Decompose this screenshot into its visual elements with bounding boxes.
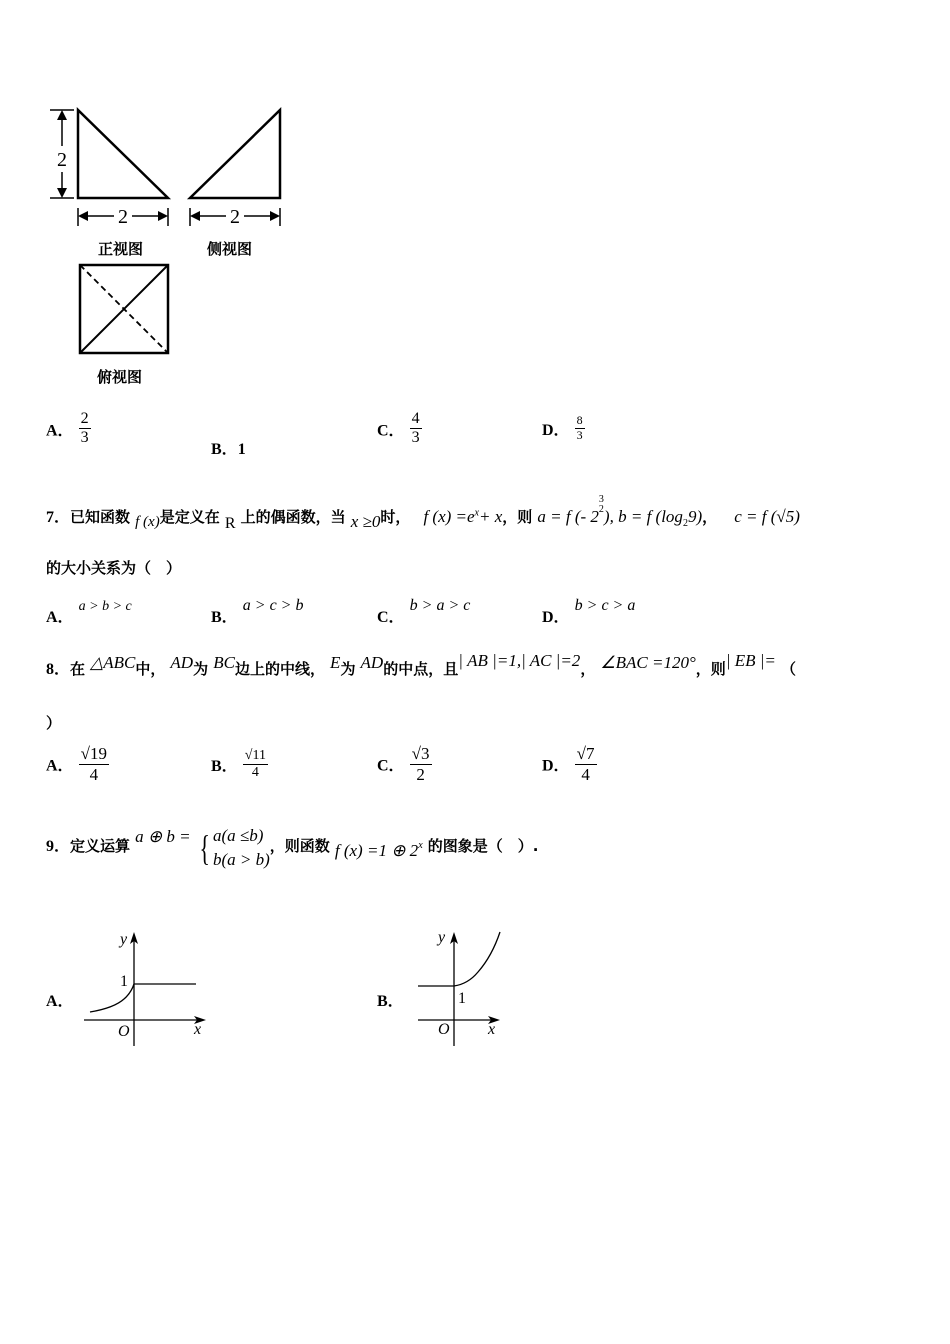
q8-option-c: C． $\frac{√3}{2}$ [377, 744, 430, 784]
graph-b-one: 1 [458, 990, 466, 1007]
q7-stem: 7．已知函数 f (x)是定义在 R 上的偶函数，当 x ≥0时， f $(x) =e^x+ x$，则 a = f (- 2 3 2 ), b = f $(\log_29)$， c = f (√5) [46, 494, 800, 532]
q7-option-b: B． a > c > b [211, 597, 304, 626]
q7-stem-line2: 的大小关系为（ ） [46, 559, 182, 577]
q9-graph-b [414, 924, 510, 1049]
graph-a-one: 1 [120, 973, 128, 990]
q9-stem: 9．定义运算 a ⊕ b = { a(a ≤b) b(a > b) ，则函数 f (x) =1 ⊕ 2$^x$ 的图象是（ ）. [46, 826, 539, 869]
q8-option-a: A． $\frac{√19}{4}$ [46, 744, 107, 784]
graph-a-y-label: y [120, 931, 128, 948]
front-view-label: 正视图 [98, 240, 144, 258]
q9-graph-a [84, 924, 214, 1049]
q6-option-d: D． $\frac{8}{3}$ [542, 413, 583, 442]
side-view-triangle [190, 110, 280, 198]
graph-b-y-label: y [438, 929, 446, 946]
q8-stem: 8．在 △ABC中， AD为 BC边上的中线， E为 AD的中点，且| AB |=1,| AC |=2， ∠BAC =120°，则| EB |= （ [46, 651, 797, 678]
q9-option-a-label: A． [46, 993, 74, 1010]
front-view-triangle [78, 110, 168, 198]
q6-option-b: B．1 [211, 441, 246, 458]
q6-option-a: A． $\frac{2}{3}$ [46, 410, 89, 447]
q7-option-c: C． b > a > c [377, 597, 471, 626]
q9-option-b-label: B． [377, 993, 404, 1010]
q8-option-b: B． $\frac{√11}{4}$ [211, 748, 266, 781]
graph-a-origin: O [118, 1023, 130, 1040]
side-view-label: 侧视图 [207, 240, 253, 258]
graph-a-x-label: x [194, 1021, 202, 1038]
q8-option-d: D． $\frac{√7}{4}$ [542, 744, 595, 784]
q7-option-a: A． a > b > c [46, 599, 132, 626]
graph-b-x-label: x [488, 1021, 496, 1038]
top-view-label: 俯视图 [97, 368, 143, 386]
q8-stem-line2: ） [46, 714, 62, 732]
dim-height-label: 2 [57, 149, 67, 171]
q7-option-d: D． b > c > a [542, 597, 636, 626]
three-view-figure [40, 100, 300, 400]
q6-option-c: C． $\frac{4}{3}$ [377, 410, 420, 447]
dim-front-width-label: 2 [118, 206, 128, 228]
graph-b-origin: O [438, 1021, 450, 1038]
dim-side-width-label: 2 [230, 206, 240, 228]
